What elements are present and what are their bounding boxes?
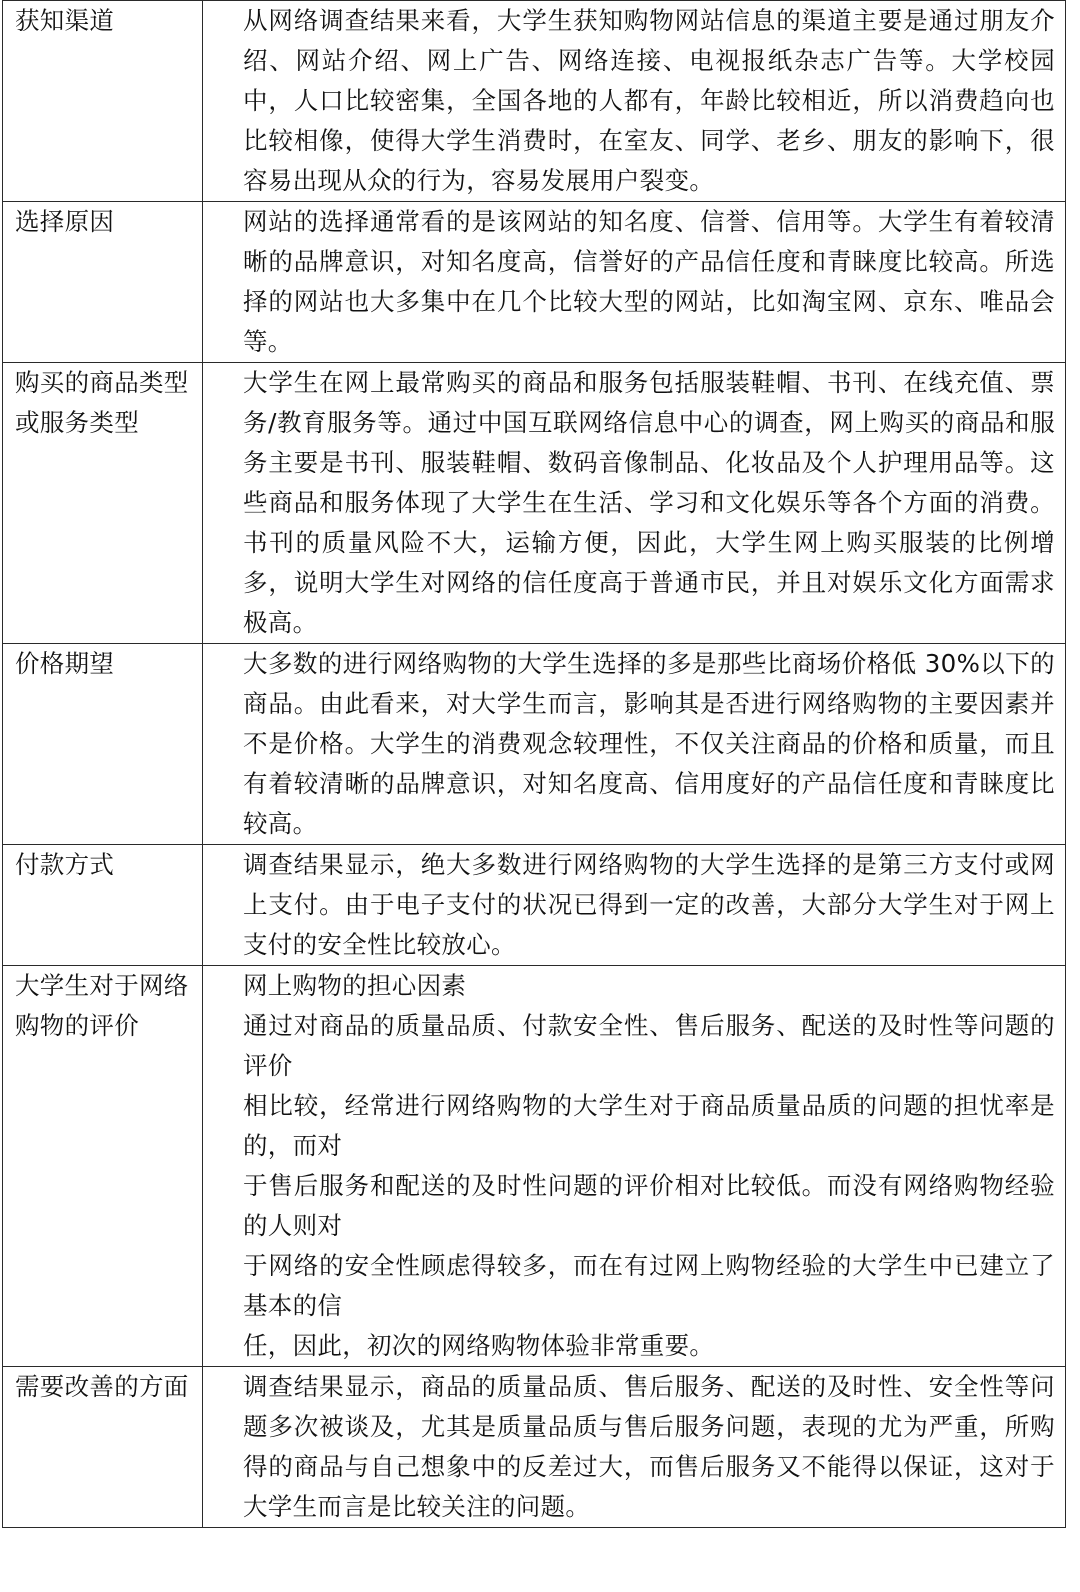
row-label: 需要改善的方面: [3, 1367, 203, 1528]
content-line: 于网络的安全性顾虑得较多，而在有过网上购物经验的大学生中已建立了基本的信: [243, 1251, 1055, 1320]
row-content: 网站的选择通常看的是该网站的知名度、信誉、信用等。大学生有着较清晰的品牌意识，对知名度高，信誉好的产品信任度和青睐度比较高。所选择的网站也大多集中在几个比较大型的网站，比如淘宝网、京东、唯品会等。: [203, 202, 1066, 363]
row-label: 付款方式: [3, 845, 203, 966]
row-label: 获知渠道: [3, 1, 203, 202]
table-row: [3, 845, 1066, 966]
table-row: [3, 363, 1066, 644]
content-line: 任，因此，初次的网络购物体验非常重要。: [243, 1331, 715, 1360]
table-row: [3, 202, 1066, 363]
row-content: 调查结果显示，绝大多数进行网络购物的大学生选择的是第三方支付或网上支付。由于电子支付的状况已得到一定的改善，大部分大学生对于网上支付的安全性比较放心。: [203, 845, 1066, 966]
table-row: [3, 966, 1066, 1367]
table-row: [3, 1367, 1066, 1528]
row-content: [203, 966, 1066, 1367]
content-line: 通过对商品的质量品质、付款安全性、售后服务、配送的及时性等问题的评价: [243, 1011, 1055, 1080]
survey-findings-table: [2, 0, 1066, 1528]
row-label: 价格期望: [3, 644, 203, 845]
table-row: [3, 644, 1066, 845]
content-line: 网上购物的担心因素: [243, 971, 467, 1000]
row-content: 调查结果显示，商品的质量品质、售后服务、配送的及时性、安全性等问题多次被谈及，尤其是质量品质与售后服务问题，表现的尤为严重，所购得的商品与自己想象中的反差过大，而售后服务又不能得以保证，这对于大学生而言是比较关注的问题。: [203, 1367, 1066, 1528]
row-content: 大学生在网上最常购买的商品和服务包括服装鞋帽、书刊、在线充值、票务/教育服务等。通过中国互联网络信息中心的调查，网上购买的商品和服务主要是书刊、服装鞋帽、数码音像制品、化妆品及个人护理用品等。这些商品和服务体现了大学生在生活、学习和文化娱乐等各个方面的消费。书刊的质量风险不大，运输方便，因此，大学生网上购买服装的比例增多，说明大学生对网络的信任度高于普通市民，并且对娱乐文化方面需求极高。: [203, 363, 1066, 644]
row-label: 选择原因: [3, 202, 203, 363]
content-line: 于售后服务和配送的及时性问题的评价相对比较低。而没有网络购物经验的人则对: [243, 1171, 1055, 1240]
row-content: 大多数的进行网络购物的大学生选择的多是那些比商场价格低 30%以下的商品。由此看来，对大学生而言，影响其是否进行网络购物的主要因素并不是价格。大学生的消费观念较理性，不仅关注商品的价格和质量，而且有着较清晰的品牌意识，对知名度高、信用度好的产品信任度和青睐度比较高。: [203, 644, 1066, 845]
row-content: 从网络调查结果来看，大学生获知购物网站信息的渠道主要是通过朋友介绍、网站介绍、网上广告、网络连接、电视报纸杂志广告等。大学校园中，人口比较密集，全国各地的人都有，年龄比较相近，所以消费趋向也比较相像，使得大学生消费时，在室友、同学、老乡、朋友的影响下，很容易出现从众的行为，容易发展用户裂变。: [203, 1, 1066, 202]
table-row: [3, 1, 1066, 202]
row-label: 购买的商品类型或服务类型: [3, 363, 203, 644]
content-line: 相比较，经常进行网络购物的大学生对于商品质量品质的问题的担忧率是的，而对: [243, 1091, 1055, 1160]
row-label: 大学生对于网络购物的评价: [3, 966, 203, 1367]
